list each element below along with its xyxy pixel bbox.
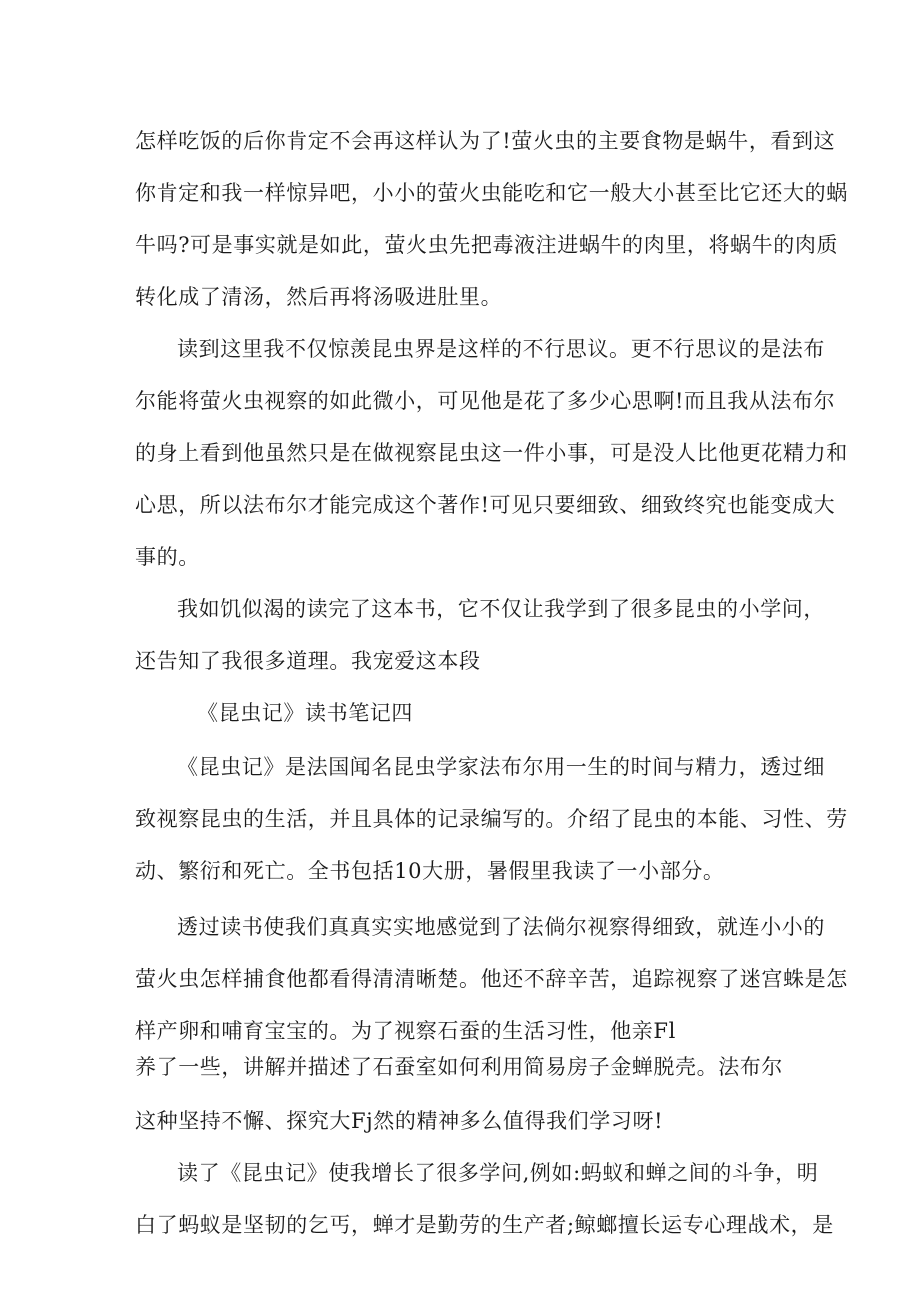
text-line: 动、繁衍和死亡。全书包括10大册，暑假里我读了一小部分。 [135, 859, 725, 883]
text-line: 转化成了清汤，然后再将汤吸进肚里。 [135, 285, 503, 309]
text-line: 白了蚂蚁是坚韧的乞丐，蝉才是勤劳的生产者;鲸螂擅长运专心理战术，是 [135, 1213, 834, 1237]
text-line: 事的。 [135, 545, 200, 569]
text-line: 牛吗?可是事实就是如此，萤火虫先把毒液注进蜗牛的肉里，将蜗牛的肉质 [135, 233, 839, 257]
text-line: 的身上看到他虽然只是在做视察昆虫这一件小事，可是没人比他更花精力和 [135, 441, 848, 465]
text-line: 尔能将萤火虫视察的如此微小，可见他是花了多少心思啊!而且我从法布尔 [135, 389, 836, 413]
text-line: 《昆虫记》是法国闻名昆虫学家法布尔用一生的时间与精力，透过细 [177, 755, 825, 779]
text-line: 透过读书使我们真真实实地感觉到了法倘尔视察得细致，就连小小的 [177, 915, 825, 939]
section-heading: 《昆虫记》读书笔记四 [197, 701, 413, 725]
text-line: 读到这里我不仅惊羡昆虫界是这样的不行思议。更不行思议的是法布 [177, 337, 825, 361]
text-line: 还告知了我很多道理。我宠爱这本段 [135, 649, 481, 673]
text-line: 这种坚持不懈、探究大Fj然的精神多么值得我们学习呀! [135, 1109, 664, 1133]
text-line: 怎样吃饭的后你肯定不会再这样认为了!萤火虫的主要食物是蜗牛，看到这 [135, 129, 836, 153]
text-line: 读了《昆虫记》使我增长了很多学问,例如:蚂蚁和蝉之间的斗争，明 [177, 1161, 819, 1185]
text-line: 样产卵和哺育宝宝的。为了视察石蚕的生活习性，他亲Fl [135, 1019, 676, 1043]
text-line: 你肯定和我一样惊异吧，小小的萤火虫能吃和它一般大小甚至比它还大的蜗 [135, 181, 848, 205]
text-line: 致视察昆虫的生活，并且具体的记录编写的。介绍了昆虫的本能、习性、劳 [135, 807, 848, 831]
text-line: 养了一些，讲解并描述了石蚕室如何利用简易房子金蝉脱壳。法布尔 [135, 1055, 783, 1079]
text-line: 萤火虫怎样捕食他都看得清清晰楚。他还不辞辛苦，追踪视察了迷宫蛛是怎 [135, 967, 848, 991]
text-line: 心思，所以法布尔才能完成这个著作!可见只要细致、细致终究也能变成大 [135, 493, 836, 517]
text-line: 我如饥似渴的读完了这本书，它不仅让我学到了很多昆虫的小学问， [177, 597, 825, 621]
